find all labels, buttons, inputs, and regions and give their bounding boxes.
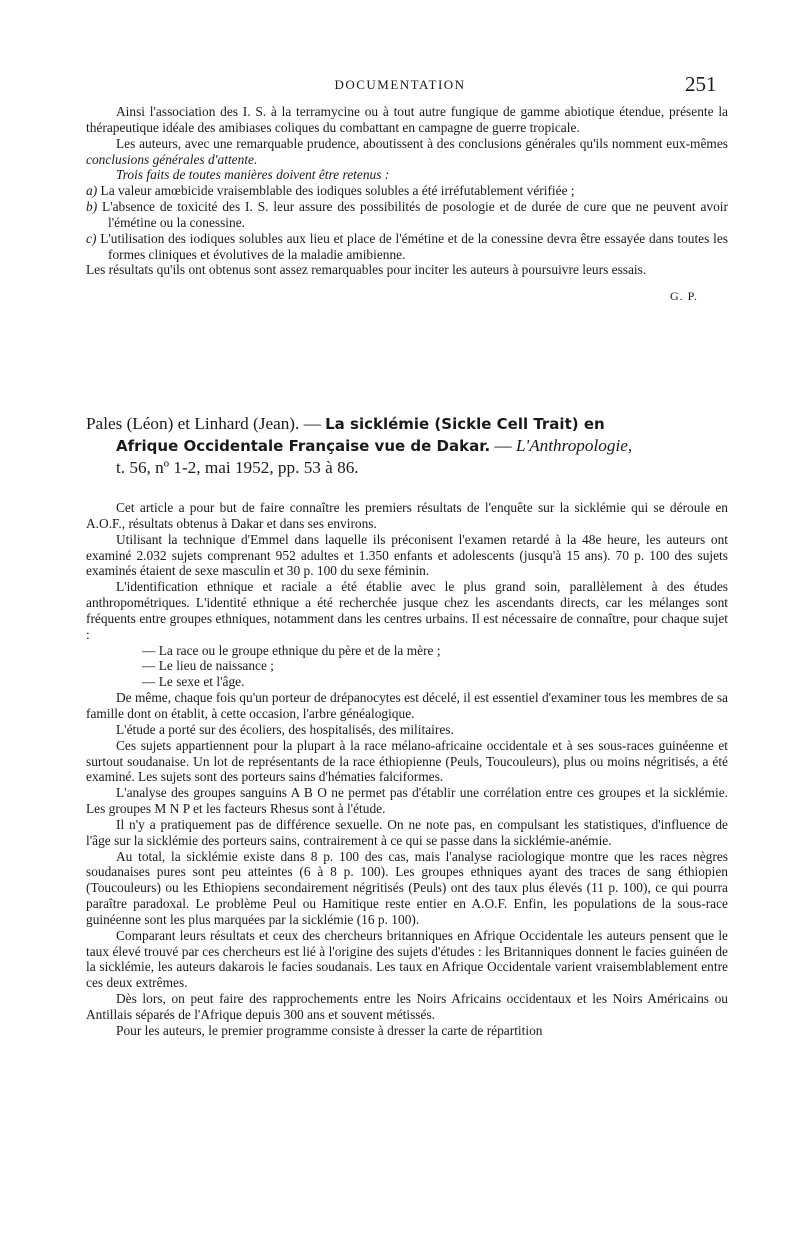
paragraph: Ainsi l'association des I. S. à la terramycine ou à tout autre fungique de gamme abiotique étendue, présente la thérapeutique idéale des amibiases coliques du combattant en campagne de guerre tropicale. (86, 104, 728, 135)
review-section-1 (86, 104, 728, 304)
paragraph: Comparant leurs résultats et ceux des chercheurs britanniques en Afrique Occidentale les auteurs pensent que le taux élevé trouvé par ces chercheurs est lié à l'origine des sujets d'études : les Britanniques donnent le facies guinéen de la sicklémie, les auteurs dakarois le facies soudanais. Les taux en Afrique Occidentale varient vraisemblablement entre ces deux extrêmes. (86, 927, 728, 991)
paragraph: Utilisant la technique d'Emmel dans laquelle ils préconisent l'examen retardé à la 48e heure, les auteurs ont examiné 2.032 sujets comprenant 952 adultes et 1.350 enfants et adolescents (jusqu'à 15 ans). 70 p. 100 des sujets examinés étaient de sexe masculin et 30 p. 100 du sexe féminin. (86, 531, 728, 579)
paragraph: Les résultats qu'ils ont obtenus sont assez remarquables pour inciter les auteurs à poursuivre leurs essais. (86, 262, 647, 278)
reference-journal: L'Anthropologie, (515, 436, 633, 455)
emphasis-text: conclusions générales d'attente. (86, 151, 258, 167)
paragraph: Pour les auteurs, le premier programme consiste à dresser la carte de répartition (116, 1022, 543, 1038)
paragraph: Au total, la sicklémie existe dans 8 p. 100 des cas, mais l'analyse raciologique montre que les races nègres soudanaises pures sont peu atteintes (6 à 8 p. 100). Les groupes ethniques ayant des traces de sang éthiopien (Toucouleurs) ou les Ethiopiens secondairement négritisés (Peuls) ont des taux plus élevés (11 p. 100), ce qui pourra paraître paradoxal. Le problème Peul ou Hamitique reste entier en A.O.F. Enfin, les populations de la sous-race guinéenne sont les plus marquées par la sicklémie (16 p. 100). (86, 848, 728, 927)
reference-authors: Pales (Léon) et Linhard (Jean). — (86, 414, 321, 433)
running-title: DOCUMENTATION (334, 77, 466, 92)
dash-item: — La race ou le groupe ethnique du père et de la mère ; (142, 642, 441, 658)
list-item (86, 231, 728, 263)
emphasis-text: Trois faits de toutes manières doivent être retenus : (116, 167, 390, 183)
paragraph: L'identification ethnique et raciale a été établie avec le plus grand soin, parallèlement à des études anthropométriques. L'identité ethnique a été recherchée jusque chez les ascendants directs, car les mélanges sont fréquents entre groupes ethniques, notamment dans les centres urbains. Il est nécessaire de connaître, pour chaque sujet : (86, 579, 728, 642)
list-item (86, 199, 728, 231)
reference-details: t. 56, nº 1-2, mai 1952, pp. 53 à 86. (116, 458, 359, 477)
dash-item: — Le sexe et l'âge. (142, 674, 245, 690)
paragraph: L'étude a porté sur des écoliers, des hospitalisés, des militaires. (116, 721, 454, 737)
dash-item: — Le lieu de naissance ; (142, 658, 274, 674)
reviewer-initials: G. P. (669, 289, 698, 304)
reference-title: Afrique Occidentale Française vue de Dakar. (116, 437, 491, 455)
review-section-2 (86, 500, 728, 1039)
list-item (86, 183, 728, 199)
paragraph: Il n'y a pratiquement pas de différence sexuelle. On ne note pas, en compulsant les statistiques, d'influence de l'âge sur la sicklémie des porteurs sains, contrairement à ce qui se passe dans la sicklémie-anémie. (86, 816, 728, 848)
list-text: L'utilisation des iodiques solubles aux lieu et place de l'émétine et de la conessine devra être essayée dans toutes les formes cliniques et évolutives de la maladie amibienne. (100, 230, 728, 262)
list-label: b) (86, 199, 98, 215)
reference-continuation (86, 435, 740, 457)
page-number: 251 (685, 72, 717, 96)
retained-facts-heading (86, 167, 728, 183)
reference-title: La sicklémie (Sickle Cell Trait) en (325, 415, 605, 433)
paragraph: Dès lors, on peut faire des rapprochements entre les Noirs Africains occidentaux et les Noirs Américains ou Antillais séparés de l'Afrique depuis 300 ans et souvent métissés. (86, 991, 728, 1022)
paragraph: L'analyse des groupes sanguins A B O ne permet pas d'établir une corrélation entre ces groupes et la sicklémie. Les groupes M N P et les facteurs Rhesus sont à l'étude. (86, 785, 728, 817)
paragraph (86, 136, 728, 168)
list-label: c) (86, 230, 97, 246)
paragraph: Ces sujets appartiennent pour la plupart à la race mélano-africaine occidentale et à ses sous-races guinéenne et surtout soudanaise. Un lot de représentants de la race éthiopienne (Peuls, Toucouleurs), plus ou moins négritisés, a été examiné. Les sujets sont des porteurs sains d'hématies falciformes. (86, 737, 728, 785)
paragraph-text: Les auteurs, avec une remarquable prudence, aboutissent à des conclusions générales qu'ils nomment eux-mêmes (116, 135, 728, 151)
reference-dash: — (494, 436, 512, 455)
list-text: L'absence de toxicité des I. S. leur assure des possibilités de posologie et de durée de cure que ne peuvent avoir l'émétine ou la conessine. (102, 199, 728, 230)
list-label: a) (86, 183, 98, 199)
bibliographic-reference (86, 413, 740, 478)
paragraph: Cet article a pour but de faire connaître les premiers résultats de l'enquête sur la sicklémie qui se déroule en A.O.F., résultats obtenus à Dakar et dans ses environs. (86, 500, 728, 531)
list-text: La valeur amœbicide vraisemblable des iodiques solubles a été irréfutablement vérifiée ; (100, 183, 575, 199)
paragraph: De même, chaque fois qu'un porteur de drépanocytes est décelé, il est essentiel d'examiner tous les membres de sa famille dont on établit, à cette occasion, l'arbre généalogique. (86, 690, 728, 721)
